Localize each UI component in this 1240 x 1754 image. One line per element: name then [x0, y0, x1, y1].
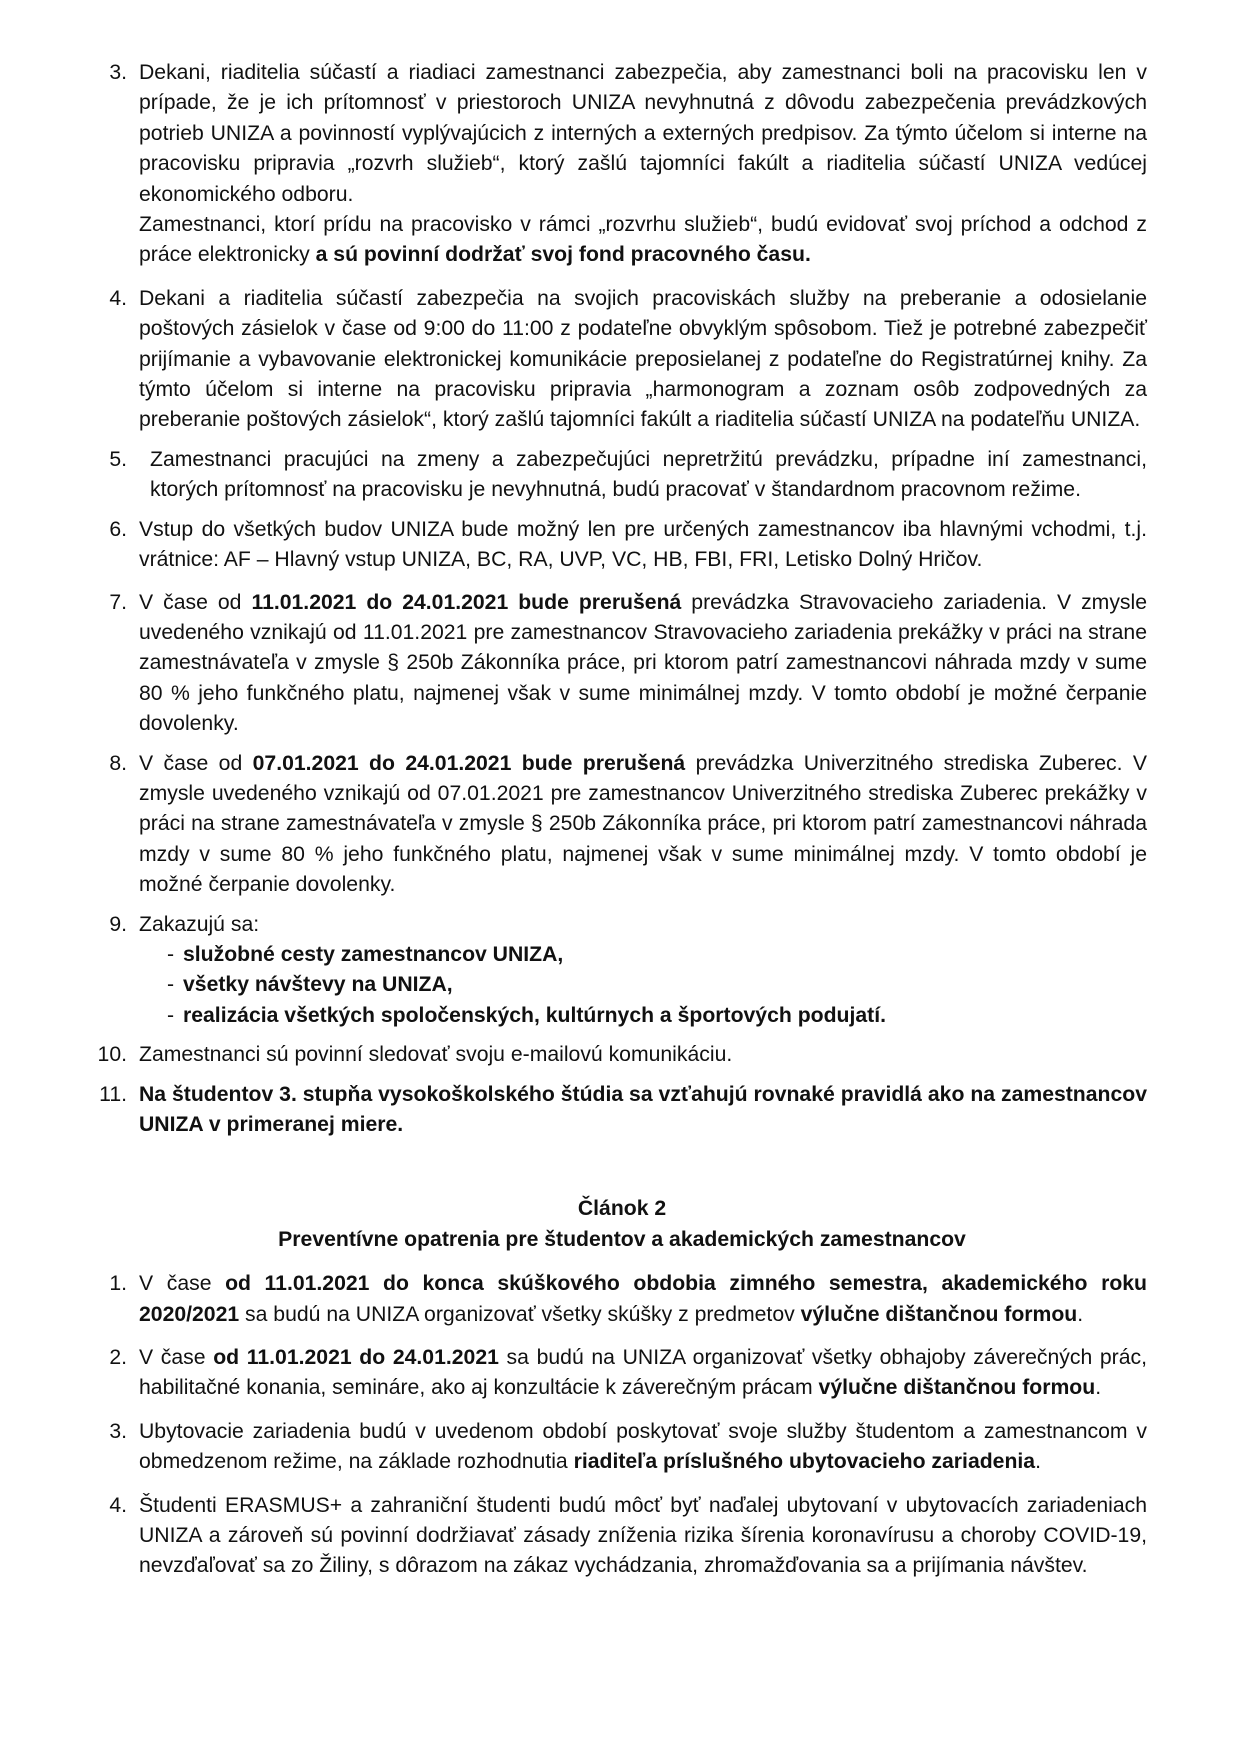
item-text-plain: prevádzka Univerzitného strediska Zuberec. V zmysle uvedeného vznikajú od 07.01.2021 pre zamestnancov Univerzitného strediska Zuberec prekážky v práci na strane zamestnávateľa v zmysle § 250b Zákonníka práce, pri ktorom patrí zamestnancovi náhrada mzdy v sume 80 % jeho funkčného platu, najmenej však v sume minimálnej mzdy. V tomto období je možné čerpanie dovolenky.	[139, 751, 1147, 897]
item-text-bold: od 11.01.2021 do 24.01.2021	[213, 1346, 499, 1370]
item-text-plain: .	[1095, 1376, 1102, 1400]
article-subtitle: Preventívne opatrenia pre študentov a akademických zamestnancov	[278, 1227, 966, 1251]
list-item-8	[97, 749, 1147, 901]
sub-item	[167, 940, 1147, 970]
sub-item-text: všetky návštevy na UNIZA,	[183, 973, 453, 997]
item-text: Dekani a riaditelia súčastí zabezpečia na svojich pracoviskách služby na preberanie a odosielanie poštových zásielok v čase od 9:00 do 11:00 z podateľne obvyklým spôsobom. Tiež je potrebné zabezpečiť prijímanie a vybavovanie elektronickej komunikácie preposielanej z podateľne do Registratúrnej knihy. Za týmto účelom si interne na pracovisku pripravia „harmonogram a zoznam osôb zodpovedných za preberanie poštových zásielok“, ktorý zašlú tajomníci fakúlt a riaditelia súčastí UNIZA na podateľňu UNIZA.	[139, 286, 1147, 432]
list-item-11	[97, 1080, 1147, 1141]
sub-item	[167, 970, 1147, 1000]
item-number: 3.	[109, 61, 127, 84]
item-number: 2.	[109, 1346, 127, 1370]
dash-bullet: -	[167, 1003, 175, 1027]
item-text-plain: sa budú na UNIZA organizovať všetky obhajoby záverečných prác, habilitačné konania, semináre, ako aj konzultácie k záverečným prácam	[139, 1346, 1147, 1400]
item-text-plain: Ubytovacie zariadenia budú v uvedenom období poskytovať svoje služby študentom a zamestnancom v obmedzenom režime, na základe rozhodnutia	[139, 1419, 1147, 1474]
item-number: 10.	[97, 1043, 127, 1067]
article-1-list-continued	[97, 58, 1147, 1140]
item-number: 6.	[109, 517, 127, 541]
list-item-4	[97, 284, 1147, 436]
item-text	[139, 1343, 1147, 1404]
dash-bullet: -	[167, 942, 175, 966]
list-item-6	[97, 515, 1147, 576]
item-text-plain: V čase od	[139, 590, 252, 614]
item-number: 9.	[109, 912, 127, 936]
item-text-plain: V čase od	[139, 751, 253, 775]
article-2-header	[97, 1194, 1147, 1255]
item-text-bold: výlučne dištančnou formou	[800, 1302, 1078, 1326]
item-text: Dekani, riaditelia súčastí a riadiaci zamestnanci zabezpečia, aby zamestnanci boli na pracovisku len v prípade, že je ich prítomnosť v priestoroch UNIZA nevyhnutná z dôvodu zabezpečenia prevádzkových potrieb UNIZA a povinností vyplývajúcich z interných a externých predpisov. Za týmto účelom si interne na pracovisku pripravia „rozvrh služieb“, ktorý zašlú tajomníci fakúlt a riaditelia súčastí UNIZA vedúcej ekonomického odboru.	[139, 61, 1147, 206]
item-text: Zakazujú sa:	[139, 912, 260, 936]
list-item-7	[97, 588, 1147, 740]
list-item-3	[97, 58, 1147, 271]
item-text-plain: V čase	[139, 1272, 226, 1296]
item-text-plain: prevádzka Stravovacieho zariadenia. V zmysle uvedeného vznikajú od 11.01.2021 pre zamestnancov Stravovacieho zariadenia prekážky v práci na strane zamestnávateľa v zmysle § 250b Zákonníka práce, pri ktorom patrí zamestnancovi náhrada mzdy v sume 80 % jeho funkčného platu, najmenej však v sume minimálnej mzdy. V tomto období je možné čerpanie dovolenky.	[139, 590, 1147, 736]
item-text: Zamestnanci pracujúci na zmeny a zabezpečujúci nepretržitú prevádzku, prípadne iní zamestnanci, ktorých prítomnosť na pracovisku je nevyhnutná, budú pracovať v štandardnom pracovnom režime.	[150, 447, 1147, 502]
list-item-5	[97, 445, 1147, 506]
item-text-bold: výlučne dištančnou formou	[818, 1376, 1096, 1400]
article-2-list	[97, 1269, 1147, 1582]
item-text-bold: riaditeľa príslušného ubytovacieho zariadenia	[573, 1450, 1036, 1474]
item-text	[139, 1417, 1147, 1478]
item-text	[139, 1269, 1147, 1330]
dash-bullet: -	[167, 973, 175, 997]
sub-item	[167, 1001, 1147, 1031]
prohibited-activities-list	[139, 940, 1147, 1031]
list-item-1	[97, 1269, 1147, 1330]
item-text-plain: Zamestnanci, ktorí prídu na pracovisko v rámci „rozvrhu služieb“, budú evidovať svoj príchod a odchod z práce elektronicky	[139, 213, 1147, 267]
article-title: Článok 2	[577, 1197, 667, 1221]
sub-item-text: služobné cesty zamestnancov UNIZA,	[183, 942, 564, 966]
item-number: 4.	[109, 1493, 127, 1517]
item-text-bold: a sú povinní dodržať svoj fond pracovného času.	[315, 243, 811, 267]
item-text	[139, 749, 1147, 901]
item-text-plain: .	[1077, 1302, 1084, 1326]
item-number: 5.	[109, 447, 127, 471]
item-text-continued	[139, 210, 1147, 271]
item-text-plain: sa budú na UNIZA organizovať všetky skúšky z predmetov	[239, 1302, 801, 1326]
item-text-plain: V čase	[139, 1346, 214, 1370]
item-text: Zamestnanci sú povinní sledovať svoju e-mailovú komunikáciu.	[139, 1043, 733, 1067]
list-item-2	[97, 1343, 1147, 1404]
item-number: 1.	[109, 1272, 127, 1296]
sub-item-text: realizácia všetkých spoločenských, kultúrnych a športových podujatí.	[183, 1003, 886, 1027]
item-number: 8.	[109, 751, 127, 775]
item-text-bold: od 11.01.2021 do konca skúškového obdobia zimného semestra, akademického roku 2020/2021	[139, 1272, 1147, 1326]
item-text-plain: .	[1035, 1450, 1041, 1474]
item-text	[139, 588, 1147, 740]
list-item-9	[97, 910, 1147, 1032]
item-number: 7.	[109, 590, 127, 614]
item-number: 3.	[109, 1419, 127, 1443]
item-text: Vstup do všetkých budov UNIZA bude možný len pre určených zamestnancov iba hlavnými vchodmi, t.j. vrátnice: AF – Hlavný vstup UNIZA, BC, RA, UVP, VC, HB, FBI, FRI, Letisko Dolný Hričov.	[139, 517, 1147, 572]
list-item-4	[97, 1491, 1147, 1582]
item-text: Na študentov 3. stupňa vysokoškolského štúdia sa vzťahujú rovnaké pravidlá ako na zamestnancov UNIZA v primeranej miere.	[139, 1082, 1147, 1136]
item-number: 4.	[109, 286, 127, 310]
item-number: 11.	[99, 1082, 127, 1106]
item-text: Študenti ERASMUS+ a zahraniční študenti budú môcť byť naďalej ubytovaní v ubytovacích zariadeniach UNIZA a zároveň sú povinní dodržiavať zásady zníženia rizika šírenia koronavírusu a choroby COVID-19, nevzďaľovať sa zo Žiliny, s dôrazom na zákaz vychádzania, zhromažďovania sa a prijímania návštev.	[139, 1493, 1147, 1578]
item-text-bold: 07.01.2021 do 24.01.2021 bude prerušená	[252, 751, 686, 775]
list-item-3	[97, 1417, 1147, 1478]
item-text-bold: 11.01.2021 do 24.01.2021 bude prerušená	[251, 590, 682, 614]
list-item-10	[97, 1040, 1147, 1070]
